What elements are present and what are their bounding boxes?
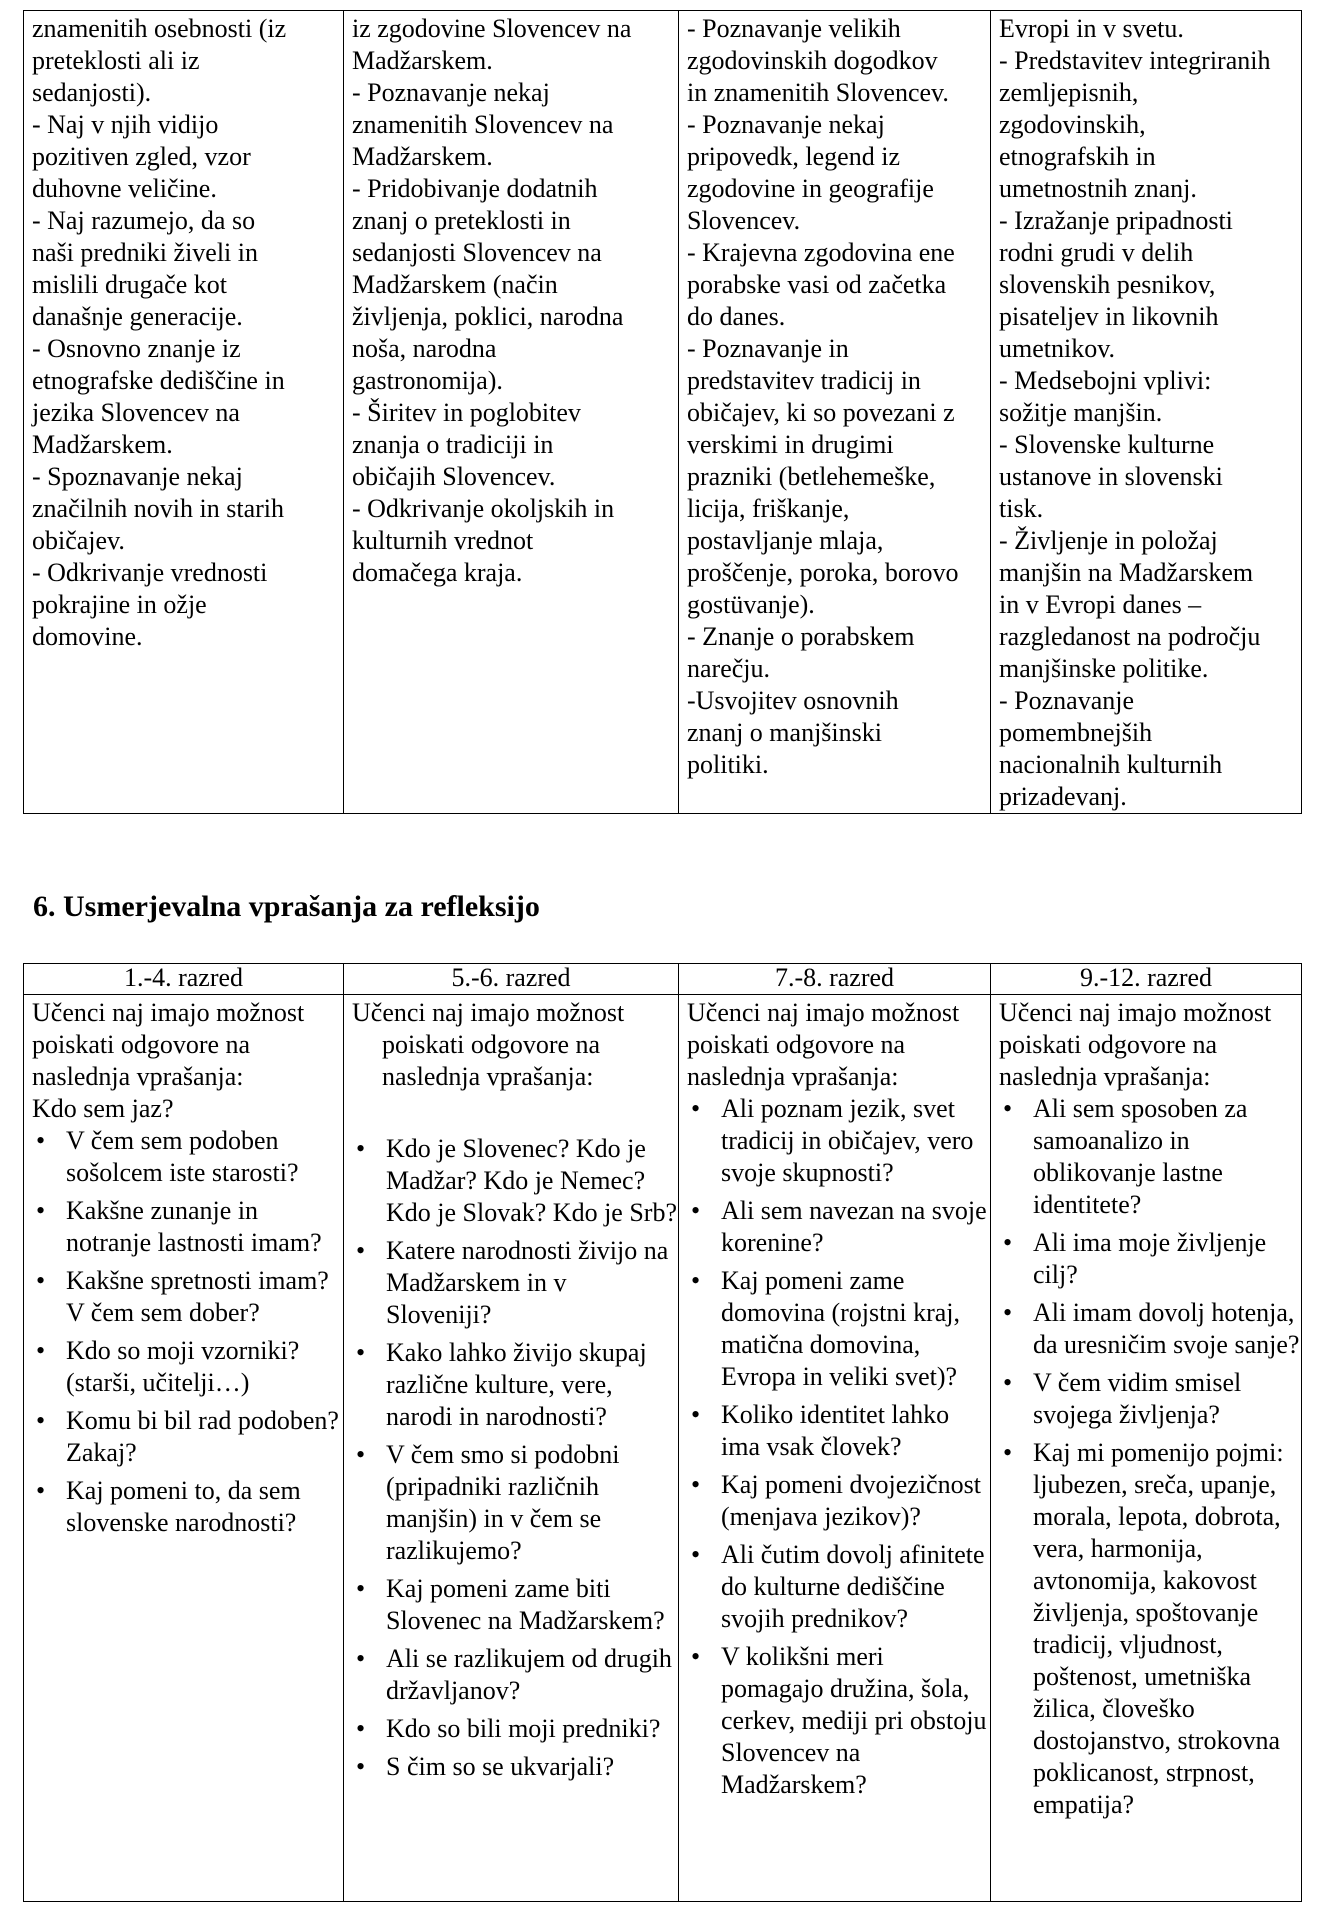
text-line: iz zgodovine Slovencev na xyxy=(352,14,632,43)
questions-cell-9-12 xyxy=(991,995,1302,1902)
intro-line: poiskati odgovore na xyxy=(999,1030,1218,1059)
question-item: • Katere narodnosti živijo na Madžarskem in v Sloveniji? xyxy=(352,1235,678,1331)
question-item: • Ali sem sposoben za samoanalizo in oblikovanje lastne identitete? xyxy=(999,1093,1301,1221)
intro-line: poiskati odgovore na xyxy=(382,1030,601,1059)
question-item: • Kaj pomeni to, da sem slovenske narodnosti? xyxy=(32,1475,343,1539)
objectives-cell-col3 xyxy=(679,11,991,814)
text-line: jezika Slovencev na xyxy=(32,398,240,427)
text-line: pisateljev in likovnih xyxy=(999,302,1219,331)
grade-header-1-4: 1.-4. razred xyxy=(24,964,344,995)
text-line: znanj o preteklosti in xyxy=(352,206,571,235)
text-line: -Usvojitev osnovnih xyxy=(687,686,899,715)
question-list xyxy=(687,1093,990,1801)
text-line: gostüvanje). xyxy=(687,590,815,619)
grade-header-5-6: 5.-6. razred xyxy=(344,964,679,995)
questions-cell-5-6 xyxy=(344,995,679,1902)
text-line: običajih Slovencev. xyxy=(352,462,556,491)
text-line: - Izražanje pripadnosti xyxy=(999,206,1233,235)
intro-line: naslednja vprašanja: xyxy=(999,1062,1211,1091)
question-item: • Kaj pomeni zame biti Slovenec na Madžarskem? xyxy=(352,1573,678,1637)
intro-line: poiskati odgovore na xyxy=(32,1030,251,1059)
text-line: - Znanje o porabskem xyxy=(687,622,915,651)
text-line: in v Evropi danes – xyxy=(999,590,1202,619)
text-line: prizadevanj. xyxy=(999,782,1127,811)
text-line: etnografskih in xyxy=(999,142,1156,171)
objectives-cell-col2 xyxy=(344,11,679,814)
text-line: zgodovinskih dogodkov xyxy=(687,46,938,75)
text-line: znanj o manjšinski xyxy=(687,718,882,747)
text-line: - Krajevna zgodovina ene xyxy=(687,238,955,267)
text-line: - Poznavanje nekaj xyxy=(687,110,885,139)
text-line: - Medsebojni vplivi: xyxy=(999,366,1212,395)
question-item: • Kdo so bili moji predniki? xyxy=(352,1713,678,1745)
question-item: • V kolikšni meri pomagajo družina, šola, cerkev, mediji pri obstoju Slovencev na Madžarskem? xyxy=(687,1641,990,1801)
text-line: rodni grudi v delih xyxy=(999,238,1194,267)
text-line: življenja, poklici, narodna xyxy=(352,302,624,331)
text-line: pozitiven zgled, vzor xyxy=(32,142,251,171)
text-line: Madžarskem. xyxy=(352,142,493,171)
question-item: • Ali čutim dovolj afinitete do kulturne dediščine svojih prednikov? xyxy=(687,1539,990,1635)
intro-line: Učenci naj imajo možnost xyxy=(999,998,1272,1027)
text-line: postavljanje mlaja, xyxy=(687,526,884,555)
text-line: - Naj v njih vidijo xyxy=(32,110,219,139)
text-line: pomembnejših xyxy=(999,718,1153,747)
text-line: do danes. xyxy=(687,302,786,331)
spacer xyxy=(352,1093,678,1133)
question-item: • V čem sem podoben sošolcem iste starosti? xyxy=(32,1125,343,1189)
text-line: predstavitev tradicij in xyxy=(687,366,921,395)
text-line: Madžarskem. xyxy=(32,430,173,459)
text-line: - Poznavanje in xyxy=(687,334,849,363)
text-line: značilnih novih in starih xyxy=(32,494,285,523)
text-line: kulturnih vrednot xyxy=(352,526,534,555)
text-line: naši predniki živeli in xyxy=(32,238,259,267)
text-line: zgodovinskih, xyxy=(999,110,1146,139)
intro-line: naslednja vprašanja: xyxy=(32,1062,244,1091)
question-item: • Kaj mi pomenijo pojmi: ljubezen, sreča, upanje, morala, lepota, dobrota, vera, harmonija, avtonomija, kakovost življenja, spoštovanje tradicij, vljudnost, poštenost, umetniška žilica, človeško dostojanstvo, strokovna poklicanost, strpnost, empatija? xyxy=(999,1437,1301,1821)
text-line: in znamenitih Slovencev. xyxy=(687,78,949,107)
text-line: - Naj razumejo, da so xyxy=(32,206,256,235)
text-line: nacionalnih kulturnih xyxy=(999,750,1223,779)
text-line: sedanjosti Slovencev na xyxy=(352,238,602,267)
question-item: • Kakšne spretnosti imam? V čem sem dober? xyxy=(32,1265,343,1329)
objectives-table xyxy=(23,10,1302,814)
text-line: domačega kraja. xyxy=(352,558,523,587)
text-line: licija, friškanje, xyxy=(687,494,850,523)
table-row xyxy=(24,995,1302,1902)
text-line: umetnikov. xyxy=(999,334,1116,363)
questions-cell-7-8 xyxy=(679,995,991,1902)
intro-question: Kdo sem jaz? xyxy=(32,1094,174,1123)
grade-header-9-12: 9.-12. razred xyxy=(991,964,1302,995)
intro-line: Učenci naj imajo možnost xyxy=(687,998,960,1027)
text-line: znamenitih Slovencev na xyxy=(352,110,614,139)
text-line: - Slovenske kulturne xyxy=(999,430,1215,459)
text-line: domovine. xyxy=(32,622,143,651)
text-line: umetnostnih znanj. xyxy=(999,174,1197,203)
text-line: Slovencev. xyxy=(687,206,801,235)
text-line: običajev. xyxy=(32,526,125,555)
question-item: • Ali ima moje življenje cilj? xyxy=(999,1227,1301,1291)
question-item: • Kdo so moji vzorniki? (starši, učitelji…) xyxy=(32,1335,343,1399)
question-item: • Kaj pomeni dvojezičnost (menjava jezikov)? xyxy=(687,1469,990,1533)
text-line: - Spoznavanje nekaj xyxy=(32,462,243,491)
text-line: manjšinske politike. xyxy=(999,654,1209,683)
text-line: prazniki (betlehemeške, xyxy=(687,462,936,491)
text-line: sedanjosti). xyxy=(32,78,152,107)
text-line: - Širitev in poglobitev xyxy=(352,398,581,427)
question-item: • Kako lahko živijo skupaj različne kulture, vere, narodi in narodnosti? xyxy=(352,1337,678,1433)
text-line: zemljepisnih, xyxy=(999,78,1139,107)
text-line: - Poznavanje xyxy=(999,686,1135,715)
question-item: • Komu bi bil rad podoben? Zakaj? xyxy=(32,1405,343,1469)
question-item: • V čem smo si podobni (pripadniki različnih manjšin) in v čem se razlikujemo? xyxy=(352,1439,678,1567)
text-line: - Odkrivanje okoljskih in xyxy=(352,494,615,523)
grade-header-7-8: 7.-8. razred xyxy=(679,964,991,995)
question-item: • Koliko identitet lahko ima vsak človek? xyxy=(687,1399,990,1463)
questions-cell-1-4 xyxy=(24,995,344,1902)
text-line: - Poznavanje velikih xyxy=(687,14,901,43)
text-line: razgledanost na področju xyxy=(999,622,1261,651)
text-line: manjšin na Madžarskem xyxy=(999,558,1254,587)
table-row xyxy=(24,11,1302,814)
question-item: • Kakšne zunanje in notranje lastnosti imam? xyxy=(32,1195,343,1259)
text-line: ustanove in slovenski xyxy=(999,462,1223,491)
text-line: Madžarskem. xyxy=(352,46,493,75)
objectives-cell-col4 xyxy=(991,11,1302,814)
text-line: Evropi in v svetu. xyxy=(999,14,1184,43)
text-line: gastronomija). xyxy=(352,366,503,395)
text-line: tisk. xyxy=(999,494,1044,523)
question-list xyxy=(999,1093,1301,1821)
text-line: - Predstavitev integriranih xyxy=(999,46,1271,75)
reflection-questions-table xyxy=(23,963,1302,1902)
text-line: znanja o tradiciji in xyxy=(352,430,554,459)
table-header-row xyxy=(24,964,1302,995)
objectives-cell-col1 xyxy=(24,11,344,814)
text-line: mislili drugače kot xyxy=(32,270,227,299)
text-line: proščenje, poroka, borovo xyxy=(687,558,959,587)
text-line: Madžarskem (način xyxy=(352,270,558,299)
text-line: etnografske dediščine in xyxy=(32,366,285,395)
text-line: zgodovine in geografije xyxy=(687,174,934,203)
text-line: pokrajine in ožje xyxy=(32,590,207,619)
question-item: • Ali poznam jezik, svet tradicij in običajev, vero svoje skupnosti? xyxy=(687,1093,990,1189)
intro-line: Učenci naj imajo možnost xyxy=(352,998,625,1027)
question-list xyxy=(352,1133,678,1783)
text-line: sožitje manjšin. xyxy=(999,398,1163,427)
text-line: noša, narodna xyxy=(352,334,497,363)
text-line: današnje generacije. xyxy=(32,302,243,331)
question-item: • Ali sem navezan na svoje korenine? xyxy=(687,1195,990,1259)
text-line: porabske vasi od začetka xyxy=(687,270,947,299)
intro-line: poiskati odgovore na xyxy=(687,1030,906,1059)
intro-line: Učenci naj imajo možnost xyxy=(32,998,305,1027)
question-item: • S čim so se ukvarjali? xyxy=(352,1751,678,1783)
text-line: običajev, ki so povezani z xyxy=(687,398,955,427)
text-line: politiki. xyxy=(687,750,769,779)
text-line: duhovne veličine. xyxy=(32,174,217,203)
text-line: - Odkrivanje vrednosti xyxy=(32,558,268,587)
intro-line: naslednja vprašanja: xyxy=(687,1062,899,1091)
text-line: narečju. xyxy=(687,654,771,683)
question-item: • Kdo je Slovenec? Kdo je Madžar? Kdo je Nemec? Kdo je Slovak? Kdo je Srb? xyxy=(352,1133,678,1229)
question-item: • Ali imam dovolj hotenja, da uresničim svoje sanje? xyxy=(999,1297,1301,1361)
text-line: slovenskih pesnikov, xyxy=(999,270,1216,299)
text-line: pripovedk, legend iz xyxy=(687,142,900,171)
intro-line: naslednja vprašanja: xyxy=(382,1062,594,1091)
text-line: - Osnovno znanje iz xyxy=(32,334,241,363)
text-line: - Pridobivanje dodatnih xyxy=(352,174,598,203)
text-line: verskimi in drugimi xyxy=(687,430,894,459)
question-item: • Ali se razlikujem od drugih državljanov? xyxy=(352,1643,678,1707)
text-line: preteklosti ali iz xyxy=(32,46,200,75)
question-list xyxy=(32,1125,343,1539)
text-line: znamenitih osebnosti (iz xyxy=(32,14,287,43)
text-line: - Življenje in položaj xyxy=(999,526,1218,555)
question-item: • Kaj pomeni zame domovina (rojstni kraj, matična domovina, Evropa in veliki svet)? xyxy=(687,1265,990,1393)
section-heading: 6. Usmerjevalna vprašanja za refleksijo xyxy=(33,890,540,923)
question-item: • V čem vidim smisel svojega življenja? xyxy=(999,1367,1301,1431)
text-line: - Poznavanje nekaj xyxy=(352,78,550,107)
